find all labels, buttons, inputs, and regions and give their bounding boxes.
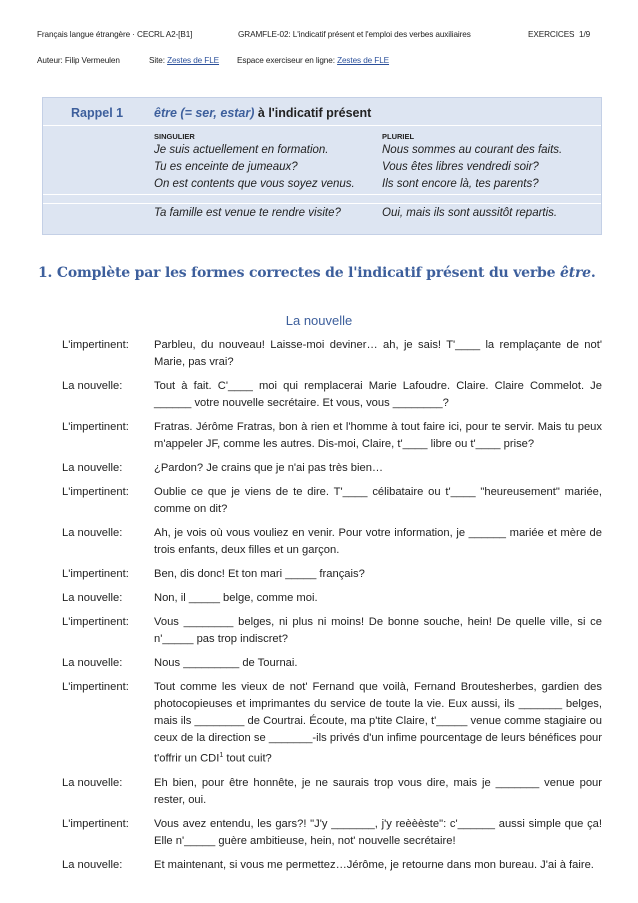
document-title: GRAMFLE-02: L'indicatif présent et l'emploi des verbes auxiliaires — [238, 30, 471, 39]
speaker: L'impertinent: — [62, 568, 129, 580]
exerciser-info — [237, 56, 389, 65]
dialogue-row — [62, 614, 602, 648]
exerciser-label: Espace exerciseur en ligne: — [237, 56, 335, 65]
divider — [43, 194, 601, 195]
exerciser-link[interactable]: Zestes de FLE — [337, 56, 390, 65]
dialogue-row — [62, 484, 602, 518]
speaker: La nouvelle: — [62, 592, 123, 604]
speaker: L'impertinent: — [62, 421, 129, 433]
utterance: Nous _________ de Tournai. — [154, 657, 298, 669]
story-title: La nouvelle — [285, 313, 353, 328]
dialogue-row — [62, 525, 602, 559]
dialogue-row — [62, 655, 602, 672]
plural-example: Nous sommes au courant des faits. — [382, 144, 563, 156]
rappel-label: Rappel 1 — [71, 106, 124, 120]
exercise-title — [38, 265, 596, 281]
plural-example: Ils sont encore là, tes parents? — [382, 178, 539, 190]
speaker: L'impertinent: — [62, 616, 129, 628]
divider — [43, 203, 601, 204]
utterance: Eh bien, pour être honnête, je ne saurais trop vous dire, mais je _______ venue pour rester, oui. — [154, 776, 602, 806]
divider — [43, 125, 601, 126]
speaker: La nouvelle: — [62, 776, 123, 789]
site-label: Site: — [149, 56, 165, 65]
speaker: L'impertinent: — [62, 817, 129, 830]
dialogue — [62, 337, 602, 881]
utterance: Fratras. Jérôme Fratras, bon à rien et l'homme à tout faire ici, pour te servir. Mais tu peux m'appeler JF, comme les autres. Dis-moi, Claire, t'____ libre ou t'____ prise? — [154, 421, 602, 450]
utterance: Tout à fait. C'____ moi qui remplacerai Marie Lafoudre. Claire. Claire Commelot. Je ______ votre nouvelle secrétaire. Et vous, vous ________? — [154, 380, 602, 409]
plural-heading: PLURIEL — [382, 132, 415, 141]
speaker: La nouvelle: — [62, 527, 123, 539]
course-label: Français langue étrangère · CECRL A2-[B1] — [37, 30, 193, 39]
dialogue-row — [62, 816, 602, 850]
exercise-title-end: . — [590, 265, 596, 281]
utterance-tail: tout cuit? — [223, 752, 272, 765]
utterance: Oublie ce que je viens de te dire. T'____ célibataire ou t'____ "heureusement" mariée, comme on dit? — [154, 486, 602, 515]
singular-example: Tu es enceinte de jumeaux? — [154, 161, 298, 173]
utterance: Ah, je vois où vous vouliez en venir. Pour votre information, je ______ mariée et mère de trois enfants, deux filles et un garçon. — [154, 527, 602, 556]
speaker: L'impertinent: — [62, 339, 129, 351]
rappel-title-rest: à l'indicatif présent — [254, 106, 372, 120]
utterance: ¿Pardon? Je crains que je n'ai pas très bien… — [154, 462, 384, 474]
singular-heading: SINGULIER — [154, 132, 195, 141]
author-label: Auteur: Filip Vermeulen — [37, 56, 120, 65]
plural-example: Oui, mais ils sont aussitôt repartis. — [382, 207, 558, 219]
exercise-title-text: 1. Complète par les formes correctes de l'indicatif présent du verbe — [38, 265, 560, 281]
exercise-verb: être — [560, 265, 591, 281]
speaker: La nouvelle: — [62, 858, 123, 871]
footnote-marker: 1 — [219, 752, 224, 759]
dialogue-row — [62, 590, 602, 607]
utterance: Ben, dis donc! Et ton mari _____ français? — [154, 568, 365, 580]
utterance: Vous ________ belges, ni plus ni moins! De bonne souche, hein! De quelle ville, si ce n'_____ pas trop indiscret? — [154, 616, 602, 645]
rappel-title — [154, 106, 371, 120]
utterance: Non, il _____ belge, comme moi. — [154, 592, 318, 604]
site-link[interactable]: Zestes de FLE — [167, 56, 220, 65]
rappel-verb: être (= ser, estar) — [154, 106, 255, 120]
utterance — [154, 679, 602, 768]
speaker: La nouvelle: — [62, 657, 123, 669]
plural-example: Vous êtes libres vendredi soir? — [382, 161, 539, 173]
dialogue-row — [62, 419, 602, 453]
utterance: Et maintenant, si vous me permettez…Jérôme, je retourne dans mon bureau. J'ai à faire. — [154, 858, 594, 871]
dialogue-row — [62, 857, 602, 874]
utterance-text: Tout comme les vieux de not' Fernand que voilà, Fernand Broutesherbes, gardien des photocopieuses et imprimantes du service de toute la vie. Eux aussi, ils _______ belges, mais ils ________ de Courtrai. Écoute, ma p'tite Claire, t'_____ venue comme stagiaire ou ceux de la direction se _______-ils privés d'un infime pourcentage de leurs bénéfices pour t'offrir un CDI — [154, 681, 602, 765]
dialogue-row — [62, 337, 602, 371]
dialogue-row — [62, 566, 602, 583]
dialogue-row — [62, 460, 602, 477]
dialogue-row — [62, 378, 602, 412]
utterance: Parbleu, du nouveau! Laisse-moi deviner… ah, je sais! T'____ la remplaçante de not' Marie, pas vrai? — [154, 339, 602, 368]
rappel-box — [42, 97, 602, 235]
speaker: La nouvelle: — [62, 380, 123, 392]
speaker: L'impertinent: — [62, 486, 129, 498]
singular-example: Ta famille est venue te rendre visite? — [154, 207, 341, 219]
singular-example: Je suis actuellement en formation. — [154, 144, 329, 156]
dialogue-row — [62, 679, 602, 768]
dialogue-row — [62, 775, 602, 809]
speaker: La nouvelle: — [62, 462, 123, 474]
site-info — [149, 56, 219, 65]
section-label: EXERCICES — [528, 30, 575, 39]
page-number: 1/9 — [579, 30, 591, 39]
speaker: L'impertinent: — [62, 681, 129, 693]
singular-example: On est contents que vous soyez venus. — [154, 178, 355, 190]
utterance: Vous avez entendu, les gars?! "J'y _______, j'y reèèèste": c'______ aussi simple que ça! Elle n'_____ guère ambitieuse, hein, not' nouvelle secrétaire! — [154, 817, 602, 847]
